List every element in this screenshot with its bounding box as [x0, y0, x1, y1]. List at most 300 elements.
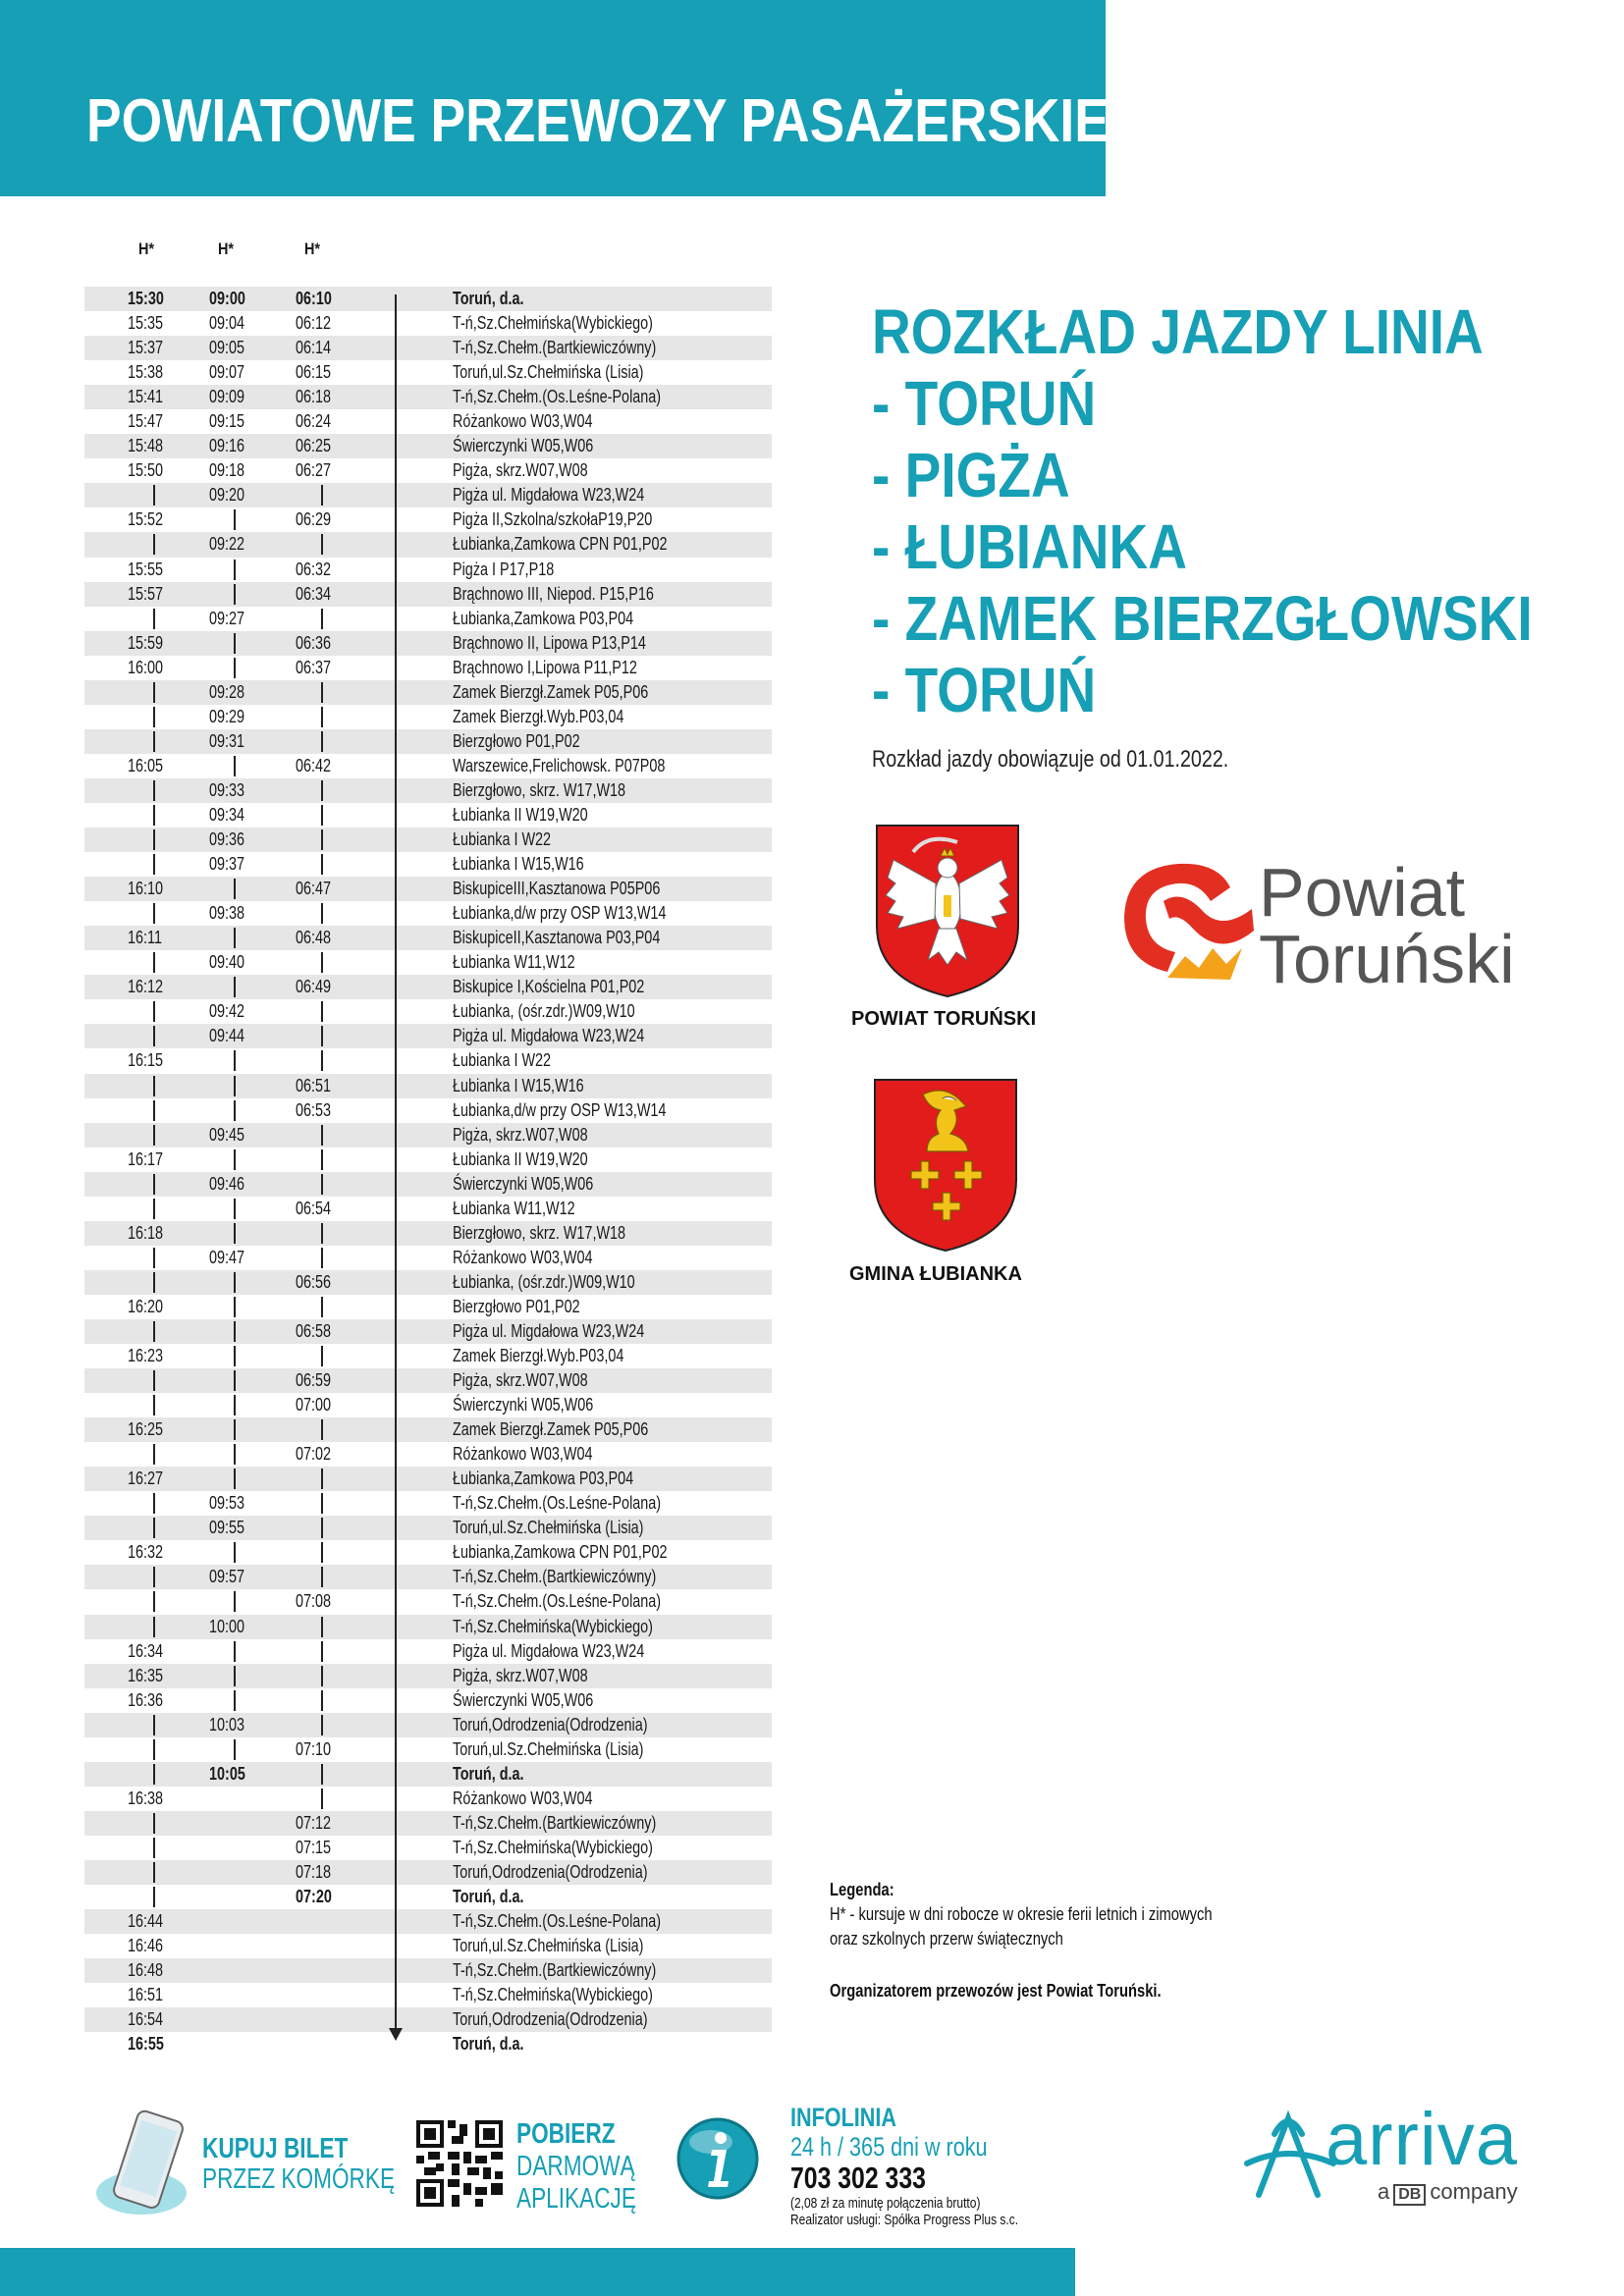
departure-time: 10:05	[209, 1763, 245, 1784]
stop-name: Toruń,Odrodzenia(Odrodzenia)	[453, 1714, 648, 1735]
table-row	[84, 901, 772, 926]
stop-name: Pigża, skrz.W07,W08	[453, 460, 588, 481]
stop-name: Toruń,Odrodzenia(Odrodzenia)	[453, 2009, 648, 2030]
table-row	[84, 1442, 772, 1467]
download-app-promo	[516, 2118, 636, 2216]
departure-time: 09:16	[209, 436, 245, 456]
pass-through-mark	[234, 1690, 236, 1711]
legend-line-2: oraz szkolnych przerw świątecznych	[830, 1929, 1063, 1949]
stop-name: Łubianka II W19,W20	[453, 804, 588, 825]
pass-through-mark	[153, 1764, 155, 1785]
table-row	[84, 1295, 772, 1319]
powiat-logo-line2: Toruński	[1259, 921, 1515, 997]
table-row	[84, 2007, 772, 2032]
stop-name: Różankowo W03,W04	[453, 411, 593, 432]
table-row	[84, 1197, 772, 1221]
table-row	[84, 1123, 772, 1148]
pass-through-mark	[153, 1493, 155, 1514]
departure-time: 09:47	[209, 1247, 245, 1267]
table-row	[84, 1221, 772, 1246]
organizer-note: Organizatorem przewozów jest Powiat Toruński.	[830, 1981, 1162, 2001]
pass-through-mark	[321, 1567, 323, 1587]
table-row	[84, 287, 772, 311]
db-logo-icon: DB	[1393, 2184, 1426, 2206]
footer-band	[0, 2248, 1075, 2296]
stop-name: Bierzgłowo, skrz. W17,W18	[453, 1222, 626, 1243]
departure-time: 16:46	[128, 1936, 164, 1956]
pass-through-mark	[321, 1346, 323, 1366]
departure-time: 09:37	[209, 854, 245, 875]
infoline-title: INFOLINIA	[790, 2103, 896, 2132]
pass-through-mark	[234, 633, 236, 654]
departure-time: 07:10	[296, 1738, 332, 1759]
departure-time: 09:22	[209, 534, 245, 555]
stop-name: Toruń,ul.Sz.Chełmińska (Lisia)	[453, 1518, 644, 1538]
pass-through-mark	[321, 1419, 323, 1440]
departure-time: 16:00	[128, 657, 164, 677]
pass-through-mark	[321, 1468, 323, 1489]
legend	[830, 1878, 1213, 2003]
departure-time: 06:54	[296, 1198, 332, 1218]
table-row	[84, 385, 772, 409]
pass-through-mark	[321, 854, 323, 875]
table-row	[84, 607, 772, 631]
stop-name: Świerczynki W05,W06	[453, 1173, 594, 1194]
departure-time: 16:44	[128, 1911, 164, 1932]
departure-time: 06:14	[296, 338, 332, 358]
stop-name: Łubianka,Zamkowa P03,P04	[453, 608, 634, 628]
departure-time: 06:29	[296, 509, 332, 530]
departure-time: 06:37	[296, 657, 332, 677]
pass-through-mark	[153, 1076, 155, 1096]
departure-time: 09:53	[209, 1493, 245, 1514]
departure-time: 09:05	[209, 338, 245, 358]
table-row	[84, 409, 772, 434]
stop-name: Łubianka,Zamkowa CPN P01,P02	[453, 1542, 668, 1563]
route-line: - TORUŃ	[872, 368, 1097, 439]
stop-name: Toruń, d.a.	[453, 289, 524, 308]
pass-through-mark	[234, 1149, 236, 1170]
departure-time: 06:32	[296, 559, 332, 579]
mobile-phone-icon	[94, 2109, 192, 2226]
pass-through-mark	[153, 1567, 155, 1587]
direction-arrow-icon	[389, 2028, 403, 2041]
departure-time: 16:23	[128, 1346, 164, 1366]
table-row	[84, 1713, 772, 1737]
departure-time: 09:27	[209, 608, 245, 628]
pass-through-mark	[153, 1001, 155, 1022]
stop-name: Łubianka I W15,W16	[453, 854, 584, 875]
table-row	[84, 803, 772, 828]
route-line: - ZAMEK BIERZGŁOWSKI	[872, 583, 1533, 654]
table-row	[84, 1762, 772, 1787]
table-row	[84, 999, 772, 1024]
buy-ticket-line2: PRZEZ KOMÓRKĘ	[202, 2163, 396, 2195]
departure-time: 16:35	[128, 1665, 164, 1685]
departure-time: 16:12	[128, 977, 164, 997]
route-line: - TORUŃ	[872, 655, 1097, 725]
pass-through-mark	[153, 1026, 155, 1046]
pass-through-mark	[234, 1321, 236, 1342]
departure-time: 07:02	[296, 1444, 332, 1465]
departure-time: 06:36	[296, 632, 332, 653]
stop-name: Łubianka, (ośr.zdr.)W09,W10	[453, 1001, 635, 1022]
stop-name: Łubianka W11,W12	[453, 1198, 575, 1218]
infoline-price: (2,08 zł za minutę połączenia brutto)	[790, 2195, 981, 2212]
stop-name: Łubianka, (ośr.zdr.)W09,W10	[453, 1271, 635, 1292]
powiat-torunski-coat-of-arms-icon	[874, 823, 1021, 999]
legend-title: Legenda:	[830, 1880, 894, 1899]
table-row	[84, 1860, 772, 1885]
pass-through-mark	[234, 1100, 236, 1121]
pass-through-mark	[321, 1223, 323, 1244]
pass-through-mark	[321, 1542, 323, 1563]
pass-through-mark	[153, 1591, 155, 1612]
db-suffix: company	[1430, 2179, 1518, 2204]
infoline-hours: 24 h / 365 dni w roku	[790, 2132, 988, 2162]
departure-time: 16:36	[128, 1689, 164, 1710]
table-row	[84, 1934, 772, 1958]
stop-name: Zamek Bierzgł.Zamek P05,P06	[453, 1419, 649, 1440]
pass-through-mark	[153, 731, 155, 752]
table-row	[84, 507, 772, 532]
departure-time: 09:09	[209, 387, 245, 407]
table-row	[84, 1664, 772, 1688]
stop-name: Pigża ul. Migdałowa W23,W24	[453, 485, 645, 506]
pass-through-mark	[321, 1149, 323, 1170]
departure-time: 06:15	[296, 362, 332, 383]
departure-time: 15:59	[128, 632, 164, 653]
table-row	[84, 1393, 772, 1417]
column-header-1: H*	[138, 240, 155, 258]
table-row	[84, 558, 772, 582]
pass-through-mark	[153, 1395, 155, 1415]
departure-time: 06:18	[296, 387, 332, 407]
table-row	[84, 2032, 772, 2056]
powiat-logo-line1: Powiat	[1259, 854, 1466, 931]
pass-through-mark	[153, 1887, 155, 1907]
table-row	[84, 877, 772, 901]
table-row	[84, 1344, 772, 1368]
table-row	[84, 1098, 772, 1123]
departure-time: 16:15	[128, 1050, 164, 1071]
departure-time: 16:55	[128, 2034, 164, 2055]
column-header-3: H*	[304, 240, 321, 258]
stop-name: Pigża, skrz.W07,W08	[453, 1370, 588, 1391]
pass-through-mark	[321, 903, 323, 924]
stop-name: Toruń,ul.Sz.Chełmińska (Lisia)	[453, 1936, 644, 1956]
pass-through-mark	[321, 1764, 323, 1785]
download-app-line2: DARMOWĄ	[516, 2151, 635, 2182]
stop-name: Toruń,Odrodzenia(Odrodzenia)	[453, 1862, 648, 1882]
departure-time: 09:28	[209, 681, 245, 702]
pass-through-mark	[153, 1174, 155, 1195]
departure-time: 09:07	[209, 362, 245, 383]
departure-time: 16:38	[128, 1788, 164, 1808]
departure-time: 15:55	[128, 559, 164, 579]
table-row	[84, 754, 772, 778]
pass-through-mark	[153, 609, 155, 629]
departure-time: 07:15	[296, 1837, 332, 1857]
departure-time: 15:47	[128, 411, 164, 432]
stop-name: Łubianka II W19,W20	[453, 1148, 588, 1169]
pass-through-mark	[321, 1518, 323, 1538]
pass-through-mark	[321, 1174, 323, 1195]
table-row	[84, 311, 772, 336]
table-row	[84, 705, 772, 729]
departure-time: 09:36	[209, 829, 245, 850]
stop-name: Pigża ul. Migdałowa W23,W24	[453, 1640, 645, 1661]
pass-through-mark	[234, 1666, 236, 1686]
pass-through-mark	[153, 903, 155, 924]
pass-through-mark	[234, 1739, 236, 1760]
pass-through-mark	[153, 682, 155, 703]
departure-time: 06:42	[296, 755, 332, 775]
table-row	[84, 1885, 772, 1909]
stop-name: T-ń,Sz.Chełm.(Bartkiewiczówny)	[453, 1567, 657, 1587]
legend-line-1: H* - kursuje w dni robocze w okresie ferii letnich i zimowych	[830, 1904, 1213, 1924]
stop-name: Świerczynki W05,W06	[453, 436, 594, 456]
departure-time: 16:34	[128, 1640, 164, 1661]
table-row	[84, 1074, 772, 1098]
stop-name: Łubianka,Zamkowa P03,P04	[453, 1468, 634, 1489]
departure-time: 06:24	[296, 411, 332, 432]
departure-time: 09:42	[209, 1001, 245, 1022]
pass-through-mark	[153, 1100, 155, 1121]
departure-time: 15:50	[128, 460, 164, 481]
pass-through-mark	[321, 805, 323, 826]
stop-name: Brąchnowo I,Lipowa P11,P12	[453, 657, 637, 677]
table-row	[84, 656, 772, 680]
pass-through-mark	[321, 485, 323, 506]
stop-name: T-ń,Sz.Chełm.(Os.Leśne-Polana)	[453, 1493, 662, 1514]
db-company-tagline	[1378, 2179, 1518, 2206]
pass-through-mark	[153, 1862, 155, 1883]
pass-through-mark	[321, 609, 323, 629]
table-row	[84, 1737, 772, 1762]
stop-name: Bierzgłowo P01,P02	[453, 730, 580, 751]
direction-arrow-line	[395, 294, 397, 2032]
pass-through-mark	[234, 756, 236, 776]
departure-time: 10:00	[209, 1616, 245, 1636]
pass-through-mark	[321, 1493, 323, 1514]
table-row	[84, 582, 772, 607]
departure-time: 09:46	[209, 1173, 245, 1194]
stop-name: Zamek Bierzgł.Wyb.P03,04	[453, 706, 624, 726]
table-row	[84, 1811, 772, 1836]
pass-through-mark	[153, 1617, 155, 1637]
stop-name: Toruń, d.a.	[453, 1763, 524, 1784]
departure-time: 06:27	[296, 460, 332, 481]
table-row	[84, 1836, 772, 1860]
table-row	[84, 680, 772, 705]
column-header-2: H*	[218, 240, 235, 258]
departure-time: 09:55	[209, 1518, 245, 1538]
route-line: - PIGŻA	[872, 440, 1070, 510]
departure-time: 09:15	[209, 411, 245, 432]
departure-time: 07:12	[296, 1812, 332, 1833]
pass-through-mark	[153, 780, 155, 801]
table-row	[84, 1048, 772, 1073]
table-row	[84, 1540, 772, 1565]
pass-through-mark	[153, 1321, 155, 1342]
departure-time: 09:57	[209, 1567, 245, 1587]
header-band	[0, 0, 1110, 196]
departure-time: 16:51	[128, 1985, 164, 2005]
pass-through-mark	[321, 1248, 323, 1268]
pass-through-mark	[153, 1272, 155, 1293]
gmina-coat-of-arms-label: GMINA ŁUBIANKA	[849, 1263, 1022, 1285]
stop-name: BiskupiceIII,Kasztanowa P05P06	[453, 879, 661, 899]
departure-time: 16:27	[128, 1468, 164, 1489]
stop-name: Toruń,ul.Sz.Chełmińska (Lisia)	[453, 362, 644, 383]
table-row	[84, 1688, 772, 1713]
stop-name: Zamek Bierzgł.Wyb.P03,04	[453, 1346, 624, 1366]
departure-time: 16:10	[128, 879, 164, 899]
departure-time: 16:20	[128, 1296, 164, 1316]
stop-name: T-ń,Sz.Chełmińska(Wybickiego)	[453, 1616, 653, 1636]
stop-name: BiskupiceII,Kasztanowa P03,P04	[453, 928, 661, 948]
table-row	[84, 532, 772, 557]
table-row	[84, 483, 772, 507]
validity-note: Rozkład jazdy obowiązuje od 01.01.2022.	[872, 746, 1229, 773]
pass-through-mark	[234, 1272, 236, 1293]
departure-time: 06:25	[296, 436, 332, 456]
departure-time: 15:37	[128, 338, 164, 358]
pass-through-mark	[234, 1468, 236, 1489]
departure-time: 09:45	[209, 1124, 245, 1145]
table-row	[84, 1615, 772, 1639]
departure-time: 06:56	[296, 1271, 332, 1292]
pass-through-mark	[321, 1789, 323, 1809]
pass-through-mark	[234, 1076, 236, 1096]
powiat-logo-text	[1259, 854, 1515, 997]
stop-name: Łubianka W11,W12	[453, 952, 575, 973]
pass-through-mark	[153, 1838, 155, 1858]
table-row	[84, 729, 772, 754]
pass-through-mark	[153, 1125, 155, 1146]
stop-name: Toruń, d.a.	[453, 2034, 524, 2055]
departure-time: 07:00	[296, 1395, 332, 1415]
table-row	[84, 926, 772, 950]
pass-through-mark	[321, 1001, 323, 1022]
table-row	[84, 1417, 772, 1442]
arriva-wordmark: arriva	[1326, 2098, 1519, 2181]
pass-through-mark	[234, 560, 236, 580]
stop-name: Łubianka,d/w przy OSP W13,W14	[453, 903, 667, 924]
pass-through-mark	[321, 534, 323, 555]
stop-name: Pigża II,Szkolna/szkołaP19,P20	[453, 509, 653, 530]
departure-time: 09:20	[209, 485, 245, 506]
pass-through-mark	[153, 1518, 155, 1538]
stop-name: T-ń,Sz.Chełm.(Os.Leśne-Polana)	[453, 387, 662, 407]
table-row	[84, 631, 772, 656]
departure-time: 06:58	[296, 1320, 332, 1341]
download-app-line3: APLIKACJĘ	[516, 2183, 636, 2215]
table-row	[84, 458, 772, 483]
table-row	[84, 1319, 772, 1344]
pass-through-mark	[321, 731, 323, 752]
table-row	[84, 1589, 772, 1614]
departure-time: 10:03	[209, 1714, 245, 1735]
table-row	[84, 336, 772, 360]
pass-through-mark	[234, 1199, 236, 1219]
departure-time: 15:48	[128, 436, 164, 456]
pass-through-mark	[234, 658, 236, 678]
table-row	[84, 1368, 772, 1393]
pass-through-mark	[321, 707, 323, 727]
db-prefix: a	[1378, 2179, 1390, 2204]
stop-name: Pigża, skrz.W07,W08	[453, 1665, 588, 1685]
stop-name: T-ń,Sz.Chełm.(Bartkiewiczówny)	[453, 1812, 657, 1833]
pass-through-mark	[153, 854, 155, 875]
departure-time: 16:11	[128, 928, 162, 948]
table-row	[84, 1565, 772, 1589]
pass-through-mark	[234, 1444, 236, 1465]
table-row	[84, 1787, 772, 1811]
table-row	[84, 852, 772, 877]
departure-time: 09:38	[209, 903, 245, 924]
pass-through-mark	[234, 1050, 236, 1071]
departure-time: 16:25	[128, 1419, 164, 1440]
pass-through-mark	[234, 879, 236, 899]
table-row	[84, 828, 772, 852]
departure-time: 07:08	[296, 1591, 332, 1612]
pass-through-mark	[153, 1370, 155, 1391]
table-row	[84, 1246, 772, 1270]
pass-through-mark	[153, 1813, 155, 1834]
info-icon	[676, 2116, 760, 2201]
pass-through-mark	[321, 1690, 323, 1711]
timetable-header	[84, 236, 772, 287]
pass-through-mark	[153, 1444, 155, 1465]
infoline-phone[interactable]: 703 302 333	[790, 2161, 926, 2195]
stop-name: Zamek Bierzgł.Zamek P05,P06	[453, 681, 649, 702]
departure-time: 06:51	[296, 1075, 332, 1095]
stop-name: Łubianka,Zamkowa CPN P01,P02	[453, 534, 668, 555]
departure-time: 06:49	[296, 977, 332, 997]
download-app-line1: POBIERZ	[516, 2118, 616, 2150]
departure-time: 09:31	[209, 730, 245, 751]
pass-through-mark	[321, 1026, 323, 1046]
departure-time: 16:48	[128, 1960, 164, 1981]
pass-through-mark	[234, 1223, 236, 1244]
departure-time: 09:18	[209, 460, 245, 481]
pass-through-mark	[321, 682, 323, 703]
pass-through-mark	[321, 780, 323, 801]
pass-through-mark	[234, 509, 236, 530]
pass-through-mark	[153, 1739, 155, 1760]
stop-name: Brąchnowo II, Lipowa P13,P14	[453, 632, 646, 653]
pass-through-mark	[234, 1395, 236, 1415]
qr-code-icon[interactable]	[416, 2120, 503, 2207]
table-row	[84, 1983, 772, 2007]
departure-time: 06:53	[296, 1099, 332, 1120]
table-row	[84, 434, 772, 458]
pass-through-mark	[321, 952, 323, 973]
table-row	[84, 1909, 772, 1934]
departure-time: 07:18	[296, 1862, 332, 1882]
departure-time: 06:34	[296, 583, 332, 604]
stop-name: Łubianka I W15,W16	[453, 1075, 584, 1095]
infoline-operator: Realizator usługi: Spółka Progress Plus s.c.	[790, 2212, 1019, 2228]
pass-through-mark	[234, 1370, 236, 1391]
departure-time: 15:38	[128, 362, 164, 383]
departure-time: 16:54	[128, 2009, 164, 2030]
departure-time: 06:10	[296, 289, 332, 308]
departure-time: 15:52	[128, 509, 164, 530]
route-line: - ŁUBIANKA	[872, 511, 1188, 582]
